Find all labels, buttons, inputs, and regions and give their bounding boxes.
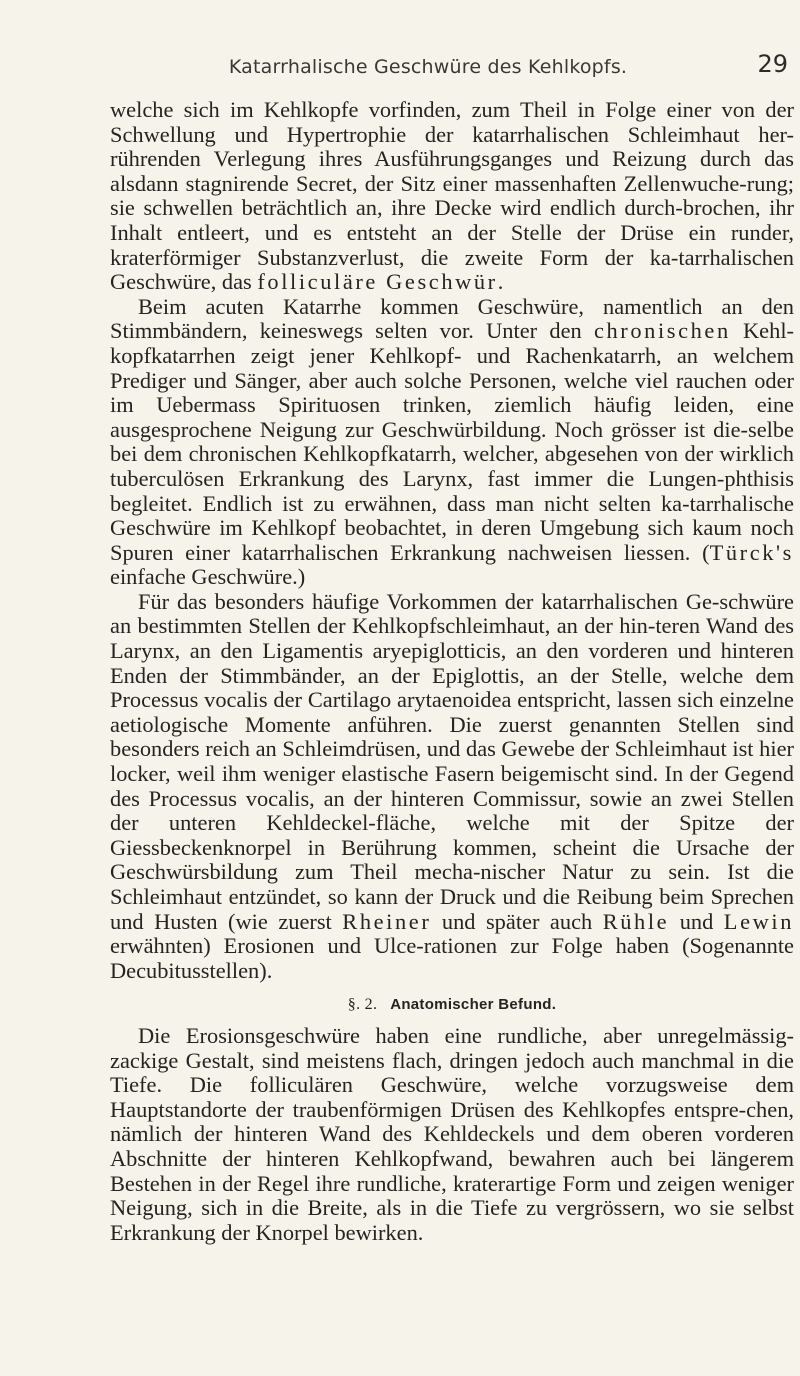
emphasized-text: folliculäre Geschwür xyxy=(257,269,498,295)
paragraph-3 xyxy=(110,590,794,984)
page-number: 29 xyxy=(757,50,788,78)
emphasized-text: Rheiner xyxy=(342,908,432,934)
emphasized-text: chronischen xyxy=(593,318,731,344)
body-text xyxy=(110,98,794,1245)
text-segment: welche sich im Kehlkopfe vorfinden, zum Theil in Folge einer von der Schwellung und Hypertrophie der katarrhalischen Schleimhaut her-rührenden Verlegung ihres Ausführungsganges und Reizung durch das alsdann stagnirende Secret, der Sitz einer massenhaften Zellenwuche-rung; sie schwellen beträchtlich an, ihre Decke wird endlich durch-brochen, ihr Inhalt entleert, und es entsteht an der Stelle der Drüse ein runder, kraterförmiger Substanzverlust, die zweite Form der ka-tarrhalischen Geschwüre, das xyxy=(110,97,794,295)
emphasized-text: Rühle xyxy=(602,908,670,934)
text-segment: und xyxy=(669,908,724,934)
paragraph-4 xyxy=(110,1024,794,1245)
text-segment: . xyxy=(497,269,504,295)
text-segment: Die Erosionsgeschwüre haben eine rundliche, aber unregelmässig-zackige Gestalt, sind meistens flach, dringen jedoch auch manchmal in die Tiefe. Die folliculären Geschwüre, welche vorzugsweise dem Hauptstandorte der traubenförmigen Drüsen des Kehlkopfes entspre-chen, nämlich der hinteren Wand des Kehldeckels und dem oberen vorderen Abschnitte der hinteren Kehlkopfwand, bewahren auch bei längerem Bestehen in der Regel ihre rundliche, kraterartige Form und zeigen weniger Neigung, sich in die Breite, als in die Tiefe zu vergrössern, wo sie selbst Erkrankung der Knorpel bewirken. xyxy=(110,1022,794,1245)
text-segment: Kehl-kopfkatarrhen zeigt jener Kehlkopf- und Rachenkatarrh, an welchem Prediger und Sänger, aber auch solche Personen, welche viel rauchen oder im Uebermass Spirituosen trinken, ziemlich häufig leiden, eine ausgesprochene Neigung zur Geschwürbildung. Noch grösser ist die-selbe bei dem chronischen Kehlkopfkatarrh, welcher, abgesehen von der wirklich tuberculösen Erkrankung des Larynx, fast immer die Lungen-phthisis begleitet. Endlich ist zu erwähnen, dass man nicht selten ka-tarrhalische Geschwüre im Kehlkopf beobachtet, in deren Umgebung sich kaum noch Spuren einer katarrhalischen Erkrankung nachweisen liessen. ( xyxy=(110,318,794,565)
section-heading xyxy=(110,993,794,1018)
text-segment: Beim acuten Katarrhe kommen Geschwüre, namentlich an den Stimmbändern, keineswegs selten vor. Unter den xyxy=(110,293,794,344)
text-segment: und später auch xyxy=(431,908,603,934)
text-segment: einfache Geschwüre.) xyxy=(110,564,306,590)
paragraph-1 xyxy=(110,98,794,295)
section-number: §. 2. xyxy=(347,996,378,1014)
paragraph-2 xyxy=(110,295,794,590)
section-title: Anatomischer Befund. xyxy=(390,996,557,1014)
emphasized-text: Türck's xyxy=(709,539,794,565)
running-head xyxy=(128,50,788,86)
text-segment: erwähnten) Erosionen und Ulce-rationen zur Folge haben (Sogenannte Decubitusstellen). xyxy=(110,933,794,983)
text-segment: Für das besonders häufige Vorkommen der katarrhalischen Ge-schwüre an bestimmten Stellen der Kehlkopfschleimhaut, an der hin-teren Wand des Larynx, an den Ligamentis aryepiglotticis, an den vorderen und hinteren Enden der Stimmbänder, an der Epiglottis, an der Stelle, welche dem Processus vocalis der Cartilago arytaenoidea entspricht, lassen sich einzelne aetiologische Momente anführen. Die zuerst genannten Stellen sind besonders reich an Schleimdrüsen, und das Gewebe der Schleimhaut ist hier locker, weil ihm weniger elastische Fasern beigemischt sind. In der Gegend des Processus vocalis, an der hinteren Commissur, sowie an zwei Stellen der unteren Kehldeckel-fläche, welche mit der Spitze der Giessbeckenknorpel in Berührung kommen, scheint die Ursache der Geschwürsbildung zum Theil mecha-nischer Natur zu sein. Ist die Schleimhaut entzündet, so kann der Druck und die Reibung beim Sprechen und Husten (wie zuerst xyxy=(110,588,794,934)
emphasized-text: Lewin xyxy=(723,908,794,934)
running-title: Katarrhalische Geschwüre des Kehlkopfs. xyxy=(228,56,628,78)
